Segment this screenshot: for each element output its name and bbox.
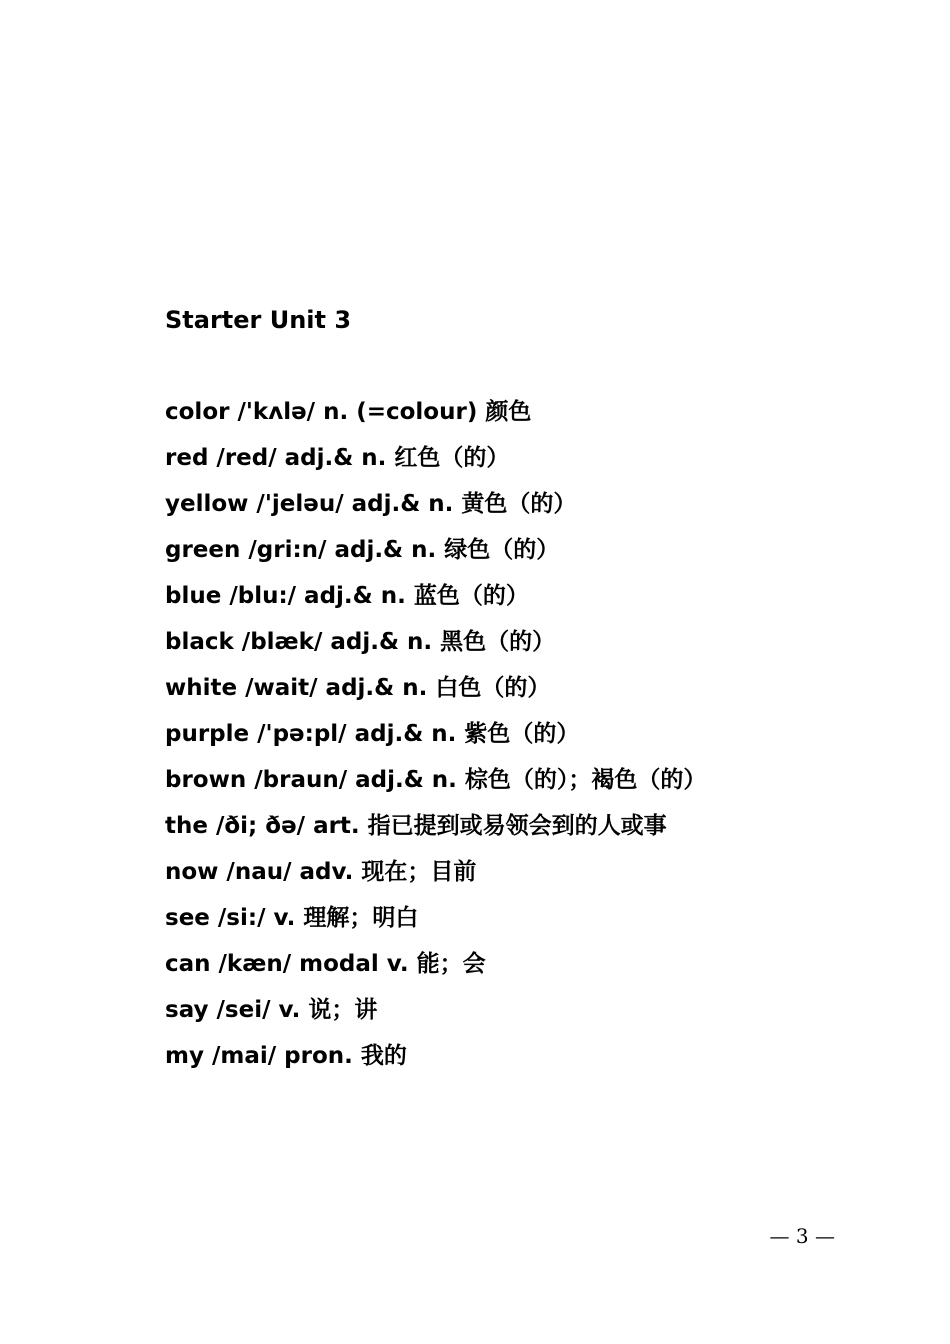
vocab-entry-can	[165, 948, 706, 994]
vocab-entry-my	[165, 1040, 706, 1086]
vocab-entry-blue	[165, 580, 706, 626]
vocab-entry-text: brown /braun/ adj.& n. 棕色（的）；褐色（的）	[165, 767, 707, 793]
vocab-entry-black	[165, 626, 706, 672]
vocab-entry-brown	[165, 764, 706, 810]
vocab-entry-text: the /ði; ðə/ art. 指已提到或易领会到的人或事	[165, 813, 667, 839]
vocab-entry-green	[165, 534, 706, 580]
vocab-entry-red	[165, 442, 706, 488]
vocab-entry-text: green /gri:n/ adj.& n. 绿色（的）	[165, 537, 560, 563]
vocab-entry-color	[165, 396, 706, 442]
vocab-entry-say	[165, 994, 706, 1040]
vocab-entry-purple	[165, 718, 706, 764]
vocab-entry-yellow	[165, 488, 706, 534]
vocab-entry-text: see /si:/ v. 理解；明白	[165, 905, 419, 931]
unit-title: Starter Unit 3	[165, 306, 352, 334]
vocab-entry-text: black /blæk/ adj.& n. 黑色（的）	[165, 629, 556, 655]
vocab-entry-text: blue /blu:/ adj.& n. 蓝色（的）	[165, 583, 529, 609]
vocab-entry-text: say /sei/ v. 说；讲	[165, 997, 378, 1023]
vocab-entry-text: color /'kʌlə/ n. (=colour) 颜色	[165, 399, 532, 425]
vocab-entry-text: white /wait/ adj.& n. 白色（的）	[165, 675, 551, 701]
vocab-entry-text: purple /'pə:pl/ adj.& n. 紫色（的）	[165, 721, 580, 747]
vocab-entry-now	[165, 856, 706, 902]
vocab-entry-text: yellow /'jeləu/ adj.& n. 黄色（的）	[165, 491, 577, 517]
vocab-entry-text: now /nau/ adv. 现在；目前	[165, 859, 477, 885]
page-number: — 3 —	[769, 1224, 835, 1248]
vocab-entry-white	[165, 672, 706, 718]
vocab-entry-the	[165, 810, 706, 856]
vocab-entry-text: red /red/ adj.& n. 红色（的）	[165, 445, 510, 471]
vocabulary-list	[165, 396, 706, 1086]
vocab-entry-text: my /mai/ pron. 我的	[165, 1043, 407, 1069]
vocab-entry-see	[165, 902, 706, 948]
vocab-entry-text: can /kæn/ modal v. 能；会	[165, 951, 486, 977]
